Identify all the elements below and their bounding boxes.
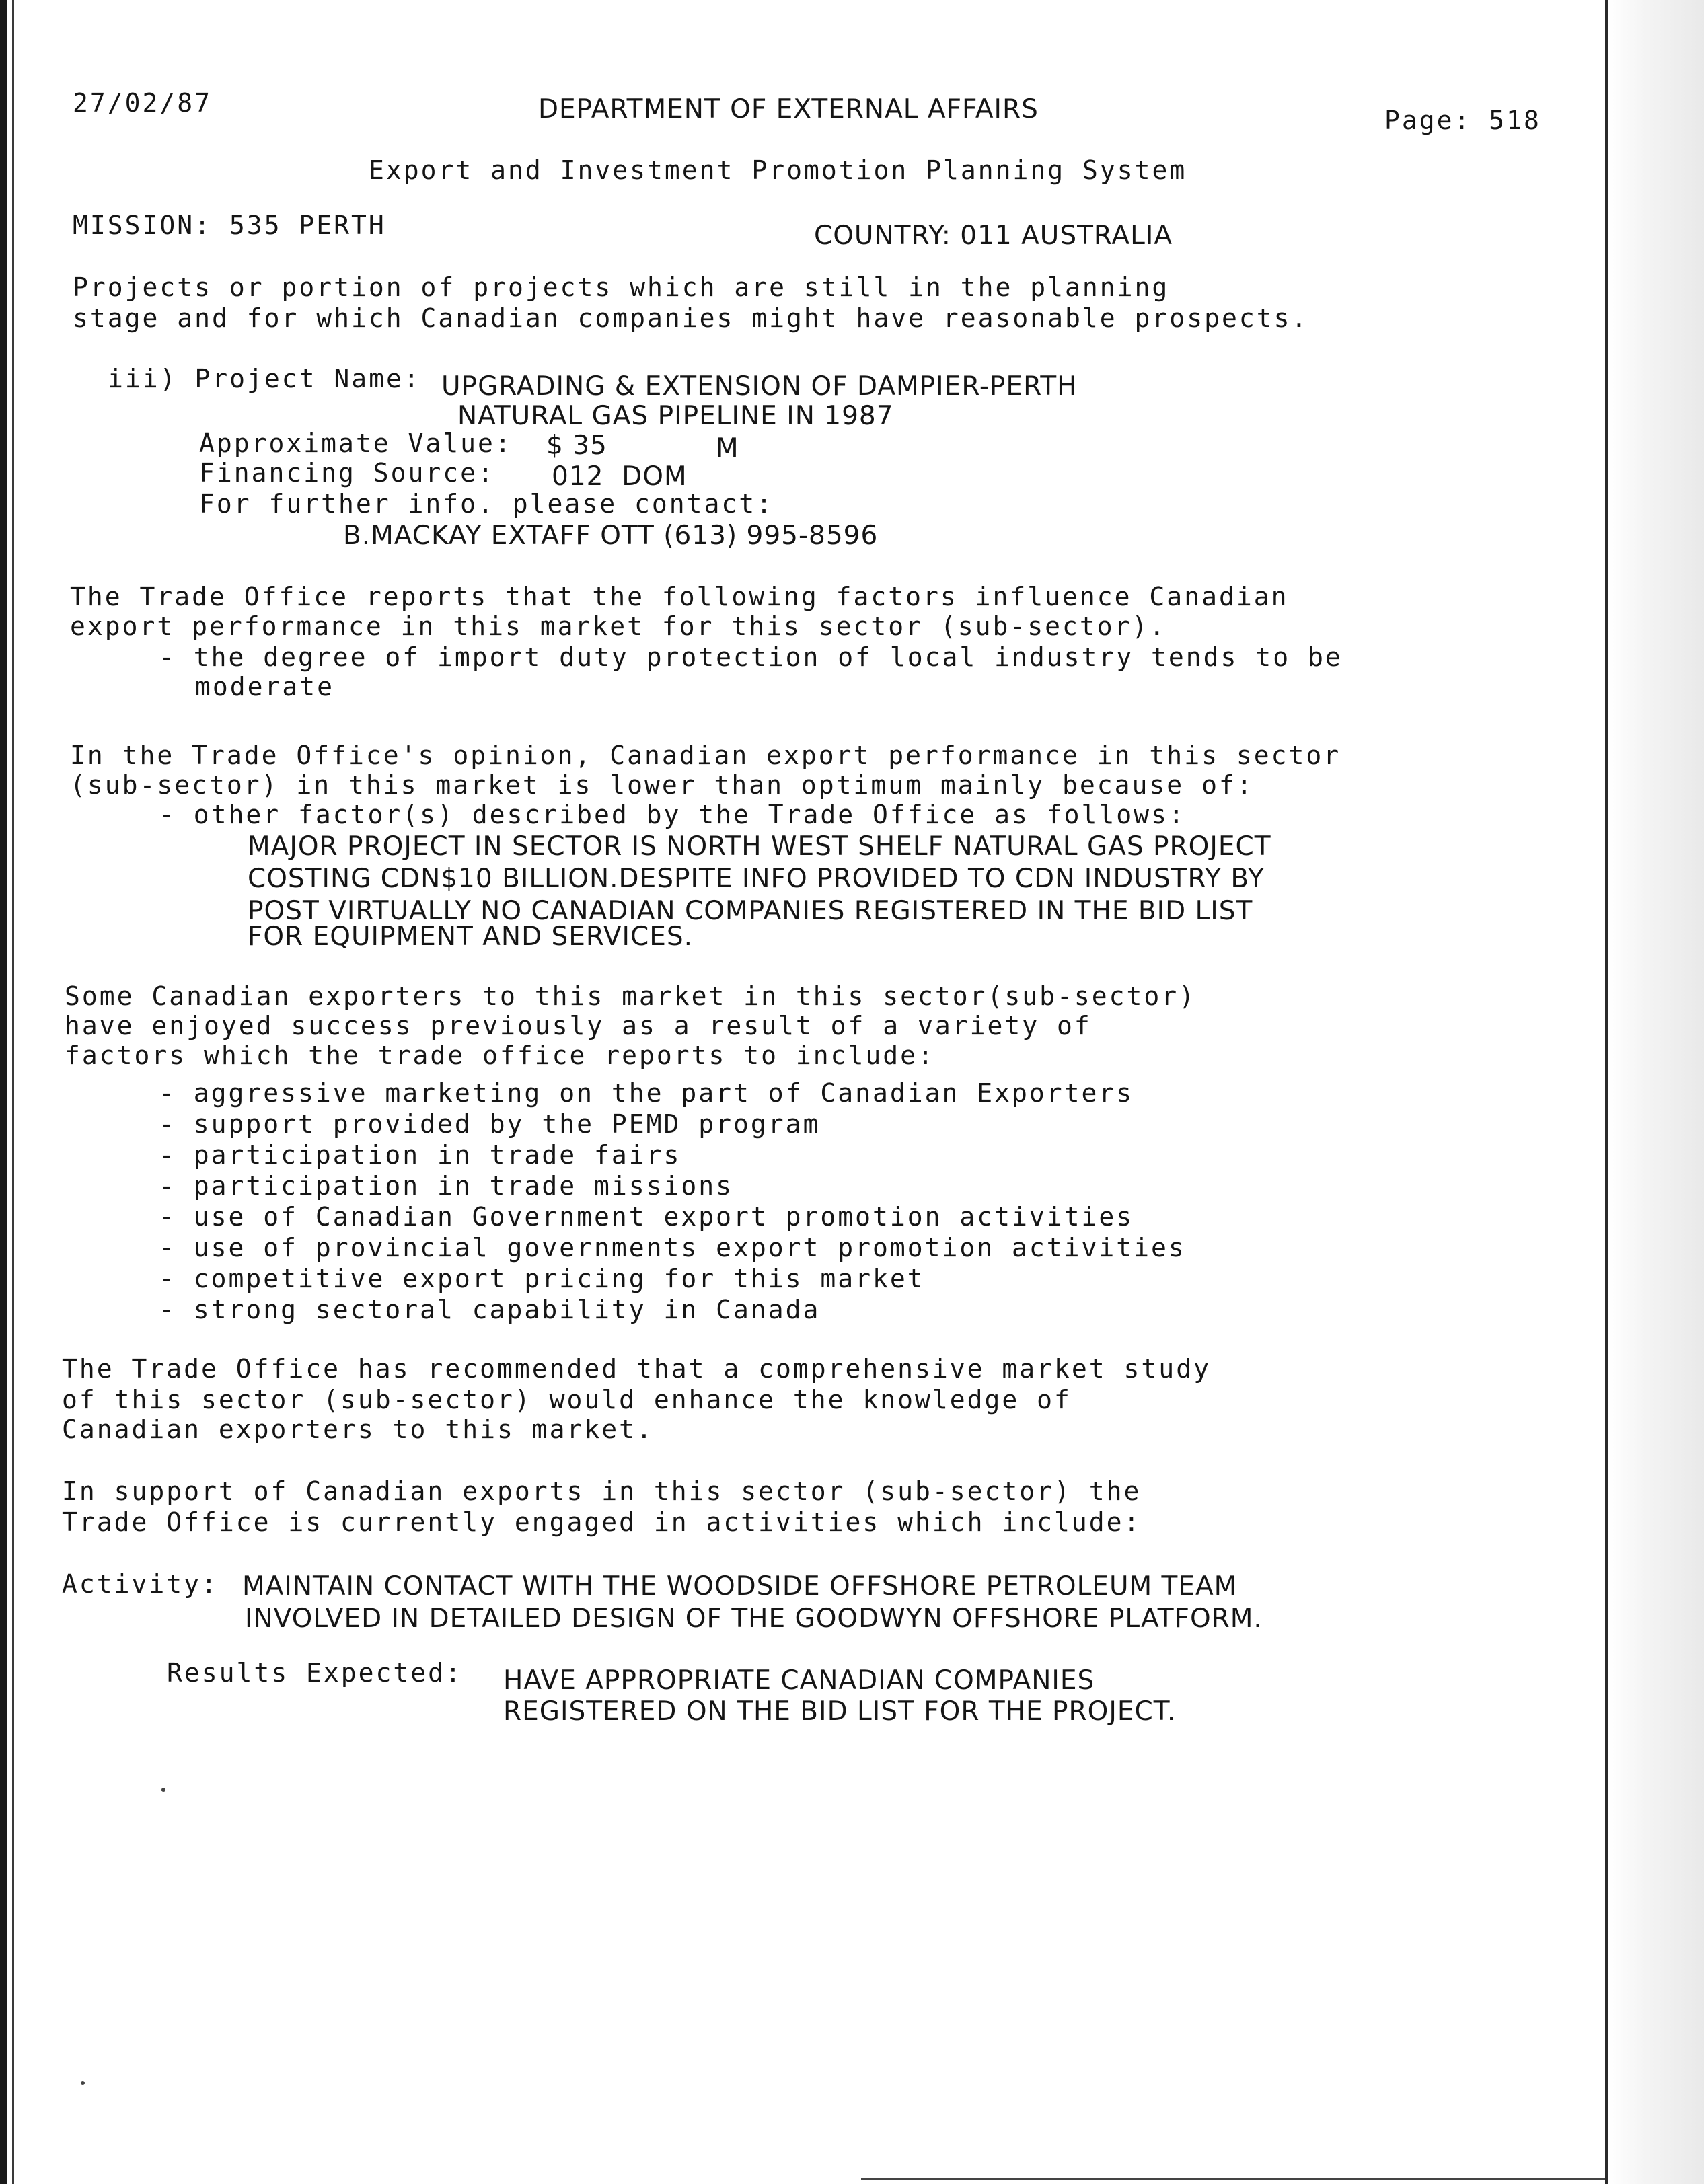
report-date: 27/02/87 — [73, 88, 213, 118]
success-item: - competitive export pricing for this market — [159, 1264, 925, 1293]
support-line: Trade Office is currently engaged in activities which include: — [62, 1507, 1142, 1537]
project-name-line: UPGRADING & EXTENSION OF DAMPIER-PERTH — [441, 371, 1078, 402]
opinion-detail: COSTING CDN$10 BILLION.DESPITE INFO PROVIDED TO CDN INDUSTRY BY — [248, 864, 1265, 894]
approximate-value: $ 35 — [546, 430, 607, 461]
scan-shadow-right — [1608, 0, 1704, 2184]
scan-edge-left — [0, 0, 7, 2184]
study-line: Canadian exporters to this market. — [62, 1415, 654, 1444]
study-line: of this sector (sub-sector) would enhance the knowledge of — [62, 1385, 1072, 1415]
mission-field: MISSION: 535 PERTH — [73, 211, 386, 240]
activity-text: INVOLVED IN DETAILED DESIGN OF THE GOODWYN OFFSHORE PLATFORM. — [245, 1604, 1263, 1634]
success-line: factors which the trade office reports to include: — [65, 1041, 935, 1070]
opinion-bullet: - other factor(s) described by the Trade Office as follows: — [159, 800, 1186, 829]
results-label: Results Expected: — [167, 1658, 463, 1688]
scan-edge-bottom — [861, 2178, 1605, 2180]
opinion-line: In the Trade Office's opinion, Canadian export performance in this sector — [70, 741, 1341, 770]
success-item: - participation in trade missions — [159, 1171, 733, 1201]
activity-label: Activity: — [62, 1569, 219, 1599]
page-number: Page: 518 — [1384, 106, 1541, 135]
approximate-value-label: Approximate Value: — [199, 428, 513, 458]
financing-source-label: Financing Source: — [199, 458, 495, 488]
results-text: REGISTERED ON THE BID LIST FOR THE PROJECT. — [503, 1696, 1177, 1727]
factors-bullet: - the degree of import duty protection of local industry tends to be — [159, 642, 1343, 672]
project-name-label: iii) Project Name: — [108, 364, 421, 393]
opinion-detail: FOR EQUIPMENT AND SERVICES. — [248, 921, 694, 952]
system-title: Export and Investment Promotion Planning System — [369, 155, 1187, 185]
opinion-detail: POST VIRTUALLY NO CANADIAN COMPANIES REGISTERED IN THE BID LIST — [248, 896, 1253, 926]
opinion-detail: MAJOR PROJECT IN SECTOR IS NORTH WEST SHELF NATURAL GAS PROJECT — [248, 831, 1271, 862]
project-name-line: NATURAL GAS PIPELINE IN 1987 — [457, 401, 894, 431]
intro-line: stage and for which Canadian companies might have reasonable prospects. — [73, 303, 1309, 333]
success-line: Some Canadian exporters to this market in this sector(sub-sector) — [65, 981, 1197, 1011]
contact-info: B.MACKAY EXTAFF OTT (613) 995-8596 — [343, 521, 879, 551]
success-item: - use of provincial governments export promotion activities — [159, 1233, 1186, 1263]
activity-text: MAINTAIN CONTACT WITH THE WOODSIDE OFFSHORE PETROLEUM TEAM — [242, 1571, 1238, 1602]
support-line: In support of Canadian exports in this sector (sub-sector) the — [62, 1476, 1142, 1506]
factors-line: The Trade Office reports that the following factors influence Canadian — [70, 582, 1289, 611]
country-field: COUNTRY: 011 AUSTRALIA — [814, 221, 1173, 251]
contact-label: For further info. please contact: — [199, 489, 774, 519]
factors-line: export performance in this market for this sector (sub-sector). — [70, 611, 1167, 641]
study-line: The Trade Office has recommended that a comprehensive market study — [62, 1354, 1211, 1384]
success-item: - participation in trade fairs — [159, 1140, 681, 1170]
approximate-value-unit: M — [716, 433, 739, 463]
scan-speck — [161, 1788, 165, 1792]
success-item: - use of Canadian Government export promotion activities — [159, 1202, 1134, 1232]
scan-speck — [81, 2081, 85, 2085]
intro-line: Projects or portion of projects which are still in the planning — [73, 272, 1170, 302]
opinion-line: (sub-sector) in this market is lower than optimum mainly because of: — [70, 770, 1254, 800]
success-item: - aggressive marketing on the part of Canadian Exporters — [159, 1078, 1134, 1108]
results-text: HAVE APPROPRIATE CANADIAN COMPANIES — [503, 1665, 1095, 1696]
scan-edge-left-inner — [12, 0, 14, 2184]
factors-bullet-cont: moderate — [195, 672, 335, 702]
financing-source: 012 DOM — [552, 461, 688, 492]
success-item: - strong sectoral capability in Canada — [159, 1295, 821, 1324]
success-line: have enjoyed success previously as a result of a variety of — [65, 1011, 1092, 1041]
department-title: DEPARTMENT OF EXTERNAL AFFAIRS — [538, 94, 1039, 124]
success-item: - support provided by the PEMD program — [159, 1109, 821, 1139]
